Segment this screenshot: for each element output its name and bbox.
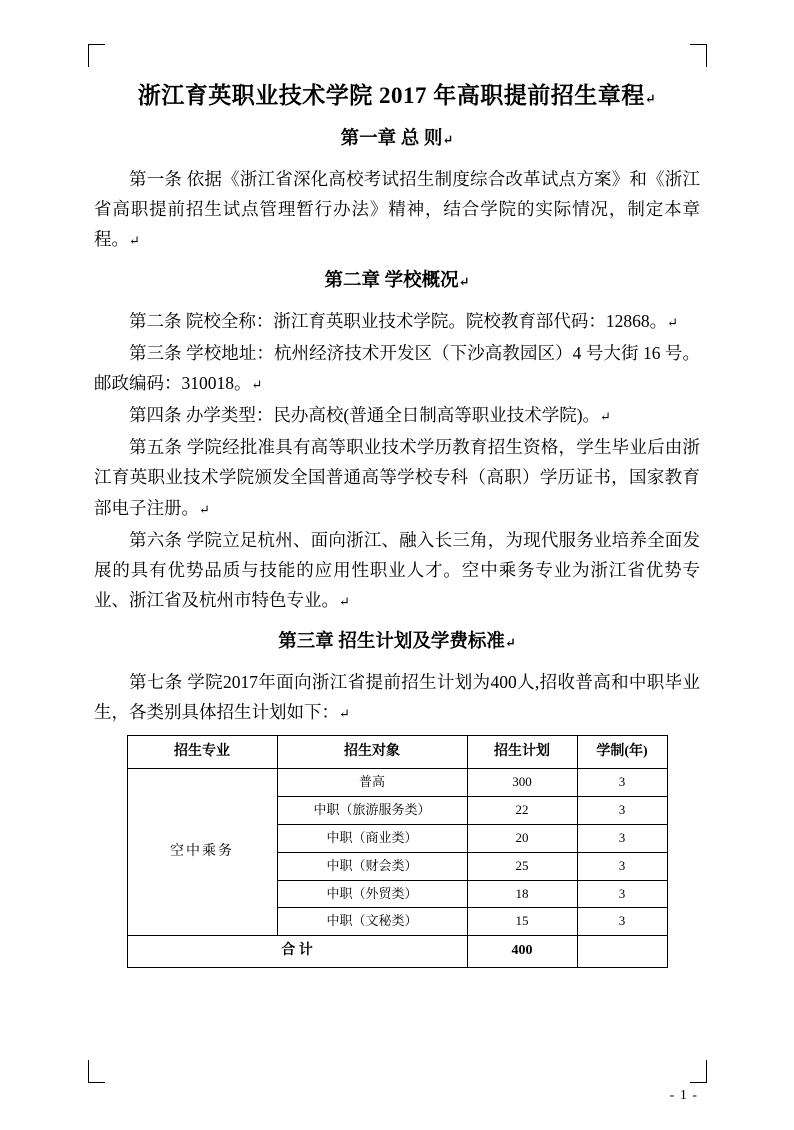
pilcrow-mark: ↵ (251, 377, 263, 393)
table-total-row (127, 936, 667, 967)
paragraph-article-5 (94, 432, 700, 522)
paragraph-article-2-text: 第二条 院校全称：浙江育英职业技术学院。院校教育部代码：12868。 (129, 310, 668, 331)
table-cell-plan: 25 (467, 852, 577, 880)
pilcrow-mark: ↵ (339, 705, 350, 721)
table-cell-plan: 18 (467, 880, 577, 908)
pilcrow-mark: ↵ (199, 501, 210, 517)
table-cell-target: 中职（财会类） (277, 852, 467, 880)
table-cell-years: 3 (577, 796, 667, 824)
table-header-plan: 招生计划 (467, 735, 577, 768)
table-cell-years: 3 (577, 824, 667, 852)
table-cell-target: 普高 (277, 769, 467, 797)
table-header-row (127, 735, 667, 768)
paragraph-article-5-text: 第五条 学院经批准具有高等职业技术学历教育招生资格，学生毕业后由浙江育英职业技术学院颁发全国普通高等学校专科（高职）学历证书，国家教育部电子注册。 (94, 437, 700, 518)
paragraph-article-6-text: 第六条 学院立足杭州、面向浙江、融入长三角，为现代服务业培养全面发展的具有优势品质与技能的应用性职业人才。空中乘务专业为浙江省优势专业、浙江省及杭州市特色专业。 (94, 529, 700, 610)
paragraph-article-4 (94, 400, 700, 430)
crop-mark-bottom-right (690, 1060, 707, 1083)
page-number: - 1 - (669, 1088, 698, 1103)
pilcrow-mark: ↵ (667, 314, 679, 330)
chapter-heading-2 (94, 268, 700, 296)
table-cell-years: 3 (577, 852, 667, 880)
table-total-plan: 400 (467, 936, 577, 967)
table-header-major: 招生专业 (127, 735, 277, 768)
table-cell-target: 中职（旅游服务类） (277, 796, 467, 824)
paragraph-article-7 (94, 667, 700, 727)
table-cell-target: 中职（外贸类） (277, 880, 467, 908)
table-cell-target: 中职（文秘类） (277, 908, 467, 936)
document-title-text: 浙江育英职业技术学院 2017 年高职提前招生章程 (137, 83, 645, 108)
paragraph-article-3-text: 第三条 学校地址：杭州经济技术开发区（下沙高教园区）4 号大街 16 号。邮政编码：310018。 (94, 343, 700, 394)
crop-mark-bottom-left (88, 1060, 105, 1083)
table-total-label: 合 计 (127, 936, 467, 967)
paragraph-article-2 (94, 306, 700, 336)
chapter-heading-3 (94, 629, 700, 657)
pilcrow-mark: ↵ (644, 91, 657, 106)
table-cell-plan: 22 (467, 796, 577, 824)
table-cell-plan: 300 (467, 769, 577, 797)
pilcrow-mark: ↵ (458, 274, 470, 290)
table-cell-major: 空中乘务 (127, 769, 277, 936)
document-content (94, 70, 700, 968)
pilcrow-mark: ↵ (339, 593, 350, 609)
chapter-heading-1-text: 第一章 总 则 (340, 129, 443, 150)
table-total-years (577, 936, 667, 967)
table-cell-target: 中职（商业类） (277, 824, 467, 852)
chapter-heading-3-text: 第三章 招生计划及学费标准 (278, 631, 505, 652)
table-cell-plan: 20 (467, 824, 577, 852)
paragraph-article-1 (94, 164, 700, 254)
chapter-heading-1 (94, 126, 700, 154)
table-cell-years: 3 (577, 908, 667, 936)
pilcrow-mark: ↵ (504, 634, 516, 650)
pilcrow-mark: ↵ (600, 409, 611, 425)
paragraph-article-6 (94, 525, 700, 615)
paragraph-article-1-text: 第一条 依据《浙江省深化高校考试招生制度综合改革试点方案》和《浙江省高职提前招生试点管理暂行办法》精神，结合学院的实际情况，制定本章程。 (94, 168, 700, 250)
pilcrow-mark: ↵ (442, 132, 454, 148)
enrollment-plan-table (127, 735, 668, 968)
table-cell-years: 3 (577, 769, 667, 797)
crop-mark-top-right (690, 44, 707, 67)
paragraph-article-7-text: 第七条 学院2017年面向浙江省提前招生计划为400人,招收普高和中职毕业生，各类别具体招生计划如下： (94, 671, 700, 722)
crop-mark-top-left (88, 44, 105, 67)
paragraph-article-3 (94, 338, 700, 398)
table-cell-years: 3 (577, 880, 667, 908)
chapter-heading-2-text: 第二章 学校概况 (324, 271, 459, 292)
paragraph-article-4-text: 第四条 办学类型：民办高校(普通全日制高等职业技术学院)。 (129, 405, 601, 426)
pilcrow-mark: ↵ (129, 233, 140, 249)
table-row (127, 769, 667, 797)
page-title (94, 80, 700, 112)
table-cell-plan: 15 (467, 908, 577, 936)
table-header-years: 学制(年) (577, 735, 667, 768)
table-header-target: 招生对象 (277, 735, 467, 768)
